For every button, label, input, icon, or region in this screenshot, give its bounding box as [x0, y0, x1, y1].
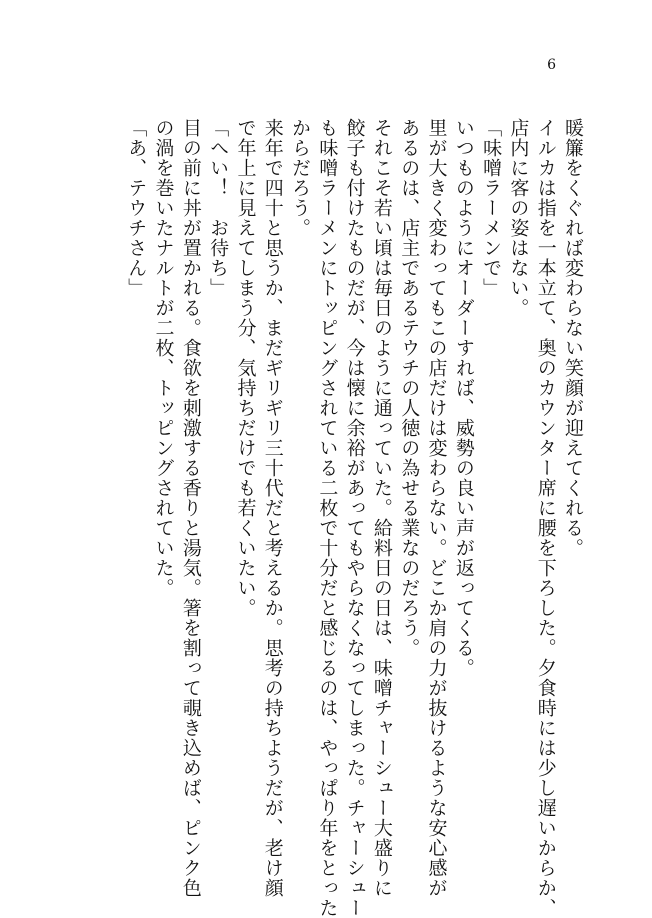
text-line: からだろう。	[289, 118, 312, 238]
text-line: それこそ若い頃は毎日のように通っていた。給料日の日は、味噌チャーシュー大盛りに	[370, 118, 393, 898]
text-line: あるのは、店主であるテウチの人徳の為せる業なのだろう。	[398, 118, 421, 658]
body-text	[122, 118, 586, 918]
page-number: 6	[547, 57, 556, 73]
text-line: 餃子も付けたものだが、今は懐に余裕があってもやらなくなってしまった。チャーシュー	[343, 118, 366, 918]
text-line: 暖簾をくぐれば変わらない笑顔が迎えてくれる。	[562, 118, 584, 558]
text-line: 「あ、テウチさん」	[125, 118, 148, 298]
text-line: 「味噌ラーメンで」	[480, 118, 503, 298]
text-line: 「へい！ お待ち」	[207, 118, 230, 298]
text-line: も味噌ラーメンにトッピングされている二枚で十分だと感じるのは、やっぱり年をとった	[316, 118, 339, 918]
text-line: の渦を巻いたナルトが二枚、トッピングされていた。	[152, 118, 175, 598]
text-line: 来年で四十と思うか、まだギリギリ三十代だと考えるか。思考の持ちようだが、老け顔	[261, 118, 284, 898]
text-line: 店内に客の姿はない。	[507, 118, 530, 318]
text-line: で年上に見えてしまう分、気持ちだけでも若くいたい。	[234, 118, 257, 618]
text-line: 目の前に丼が置かれる。食欲を刺激する香りと湯気。箸を割って覗き込めば、ピンク色	[179, 118, 202, 898]
text-line: 里が大きく変わってもこの店だけは変わらない。どこか肩の力が抜けるような安心感が	[425, 118, 448, 898]
text-line: いつものようにオーダーすれば、威勢の良い声が返ってくる。	[452, 118, 475, 678]
text-line: イルカは指を一本立て、奥のカウンター席に腰を下ろした。夕食時には少し遅いからか、	[534, 118, 557, 918]
